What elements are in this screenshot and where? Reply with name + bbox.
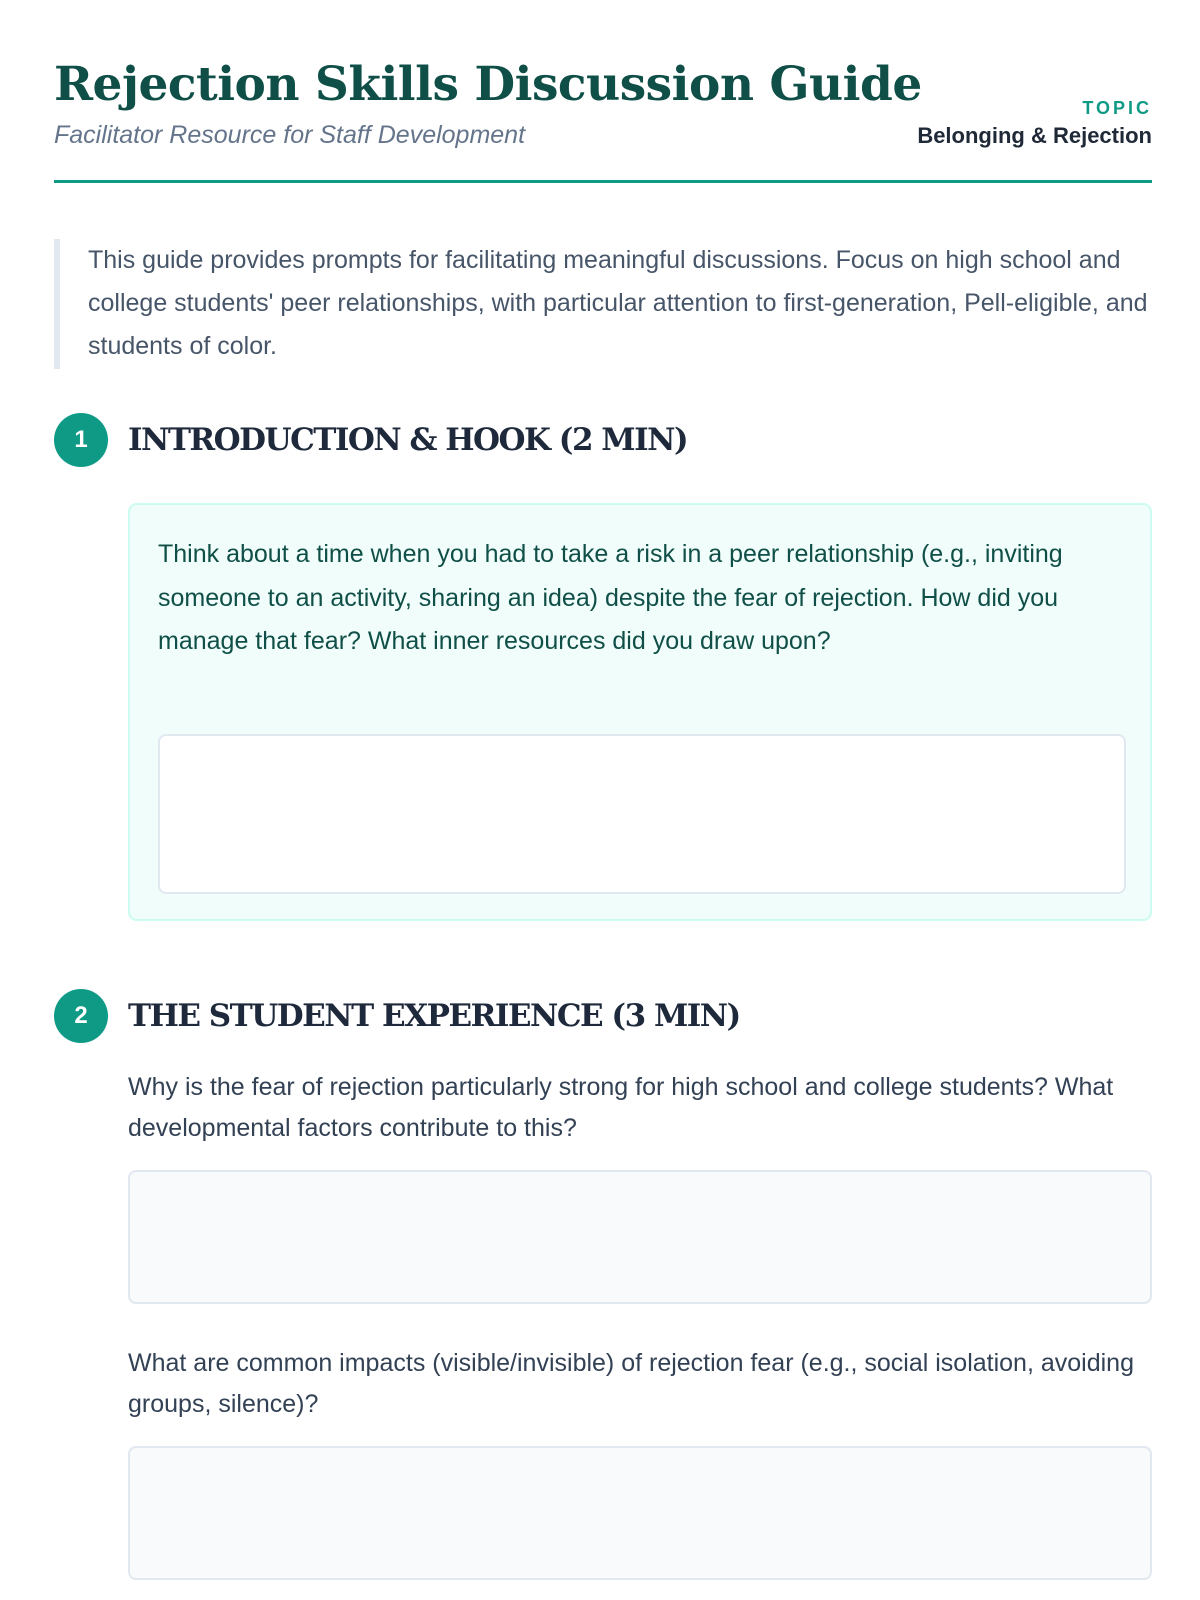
guide-header [54, 52, 1152, 184]
header-divider [54, 180, 1152, 183]
section-2-heading [54, 989, 1152, 1043]
section-1-number-badge: 1 [54, 413, 108, 467]
question-rejection-impacts: What are common impacts (visible/invisible) of rejection fear (e.g., social isolation, avoiding groups, silence)? [128, 1349, 1134, 1418]
intro-callout: This guide provides prompts for facilitating meaningful discussions. Focus on high school and college students' peer relationships, with particular attention to first-generation, Pell-eligible, and students of color. [54, 239, 1152, 369]
topic-value: Belonging & Rejection [917, 123, 1152, 148]
hook-response-field[interactable] [158, 734, 1126, 894]
section-1-title: INTRODUCTION & HOOK (2 MIN) [128, 422, 688, 458]
section-1-heading [54, 413, 1152, 467]
page-title: Rejection Skills Discussion Guide [54, 57, 922, 112]
page-subtitle: Facilitator Resource for Staff Development [54, 121, 526, 149]
discussion-guide-page [54, 0, 1152, 1600]
hook-prompt-text: Think about a time when you had to take a risk in a peer relationship (e.g., inviting someone to an activity, sharing an idea) despite the fear of rejection. How did you manage that fear? What inner resources did you draw upon? [158, 540, 1063, 655]
section-2-number-badge: 2 [54, 989, 108, 1043]
topic-label: TOPIC [1082, 98, 1152, 118]
hook-prompt-card [128, 503, 1152, 921]
section-2-title: THE STUDENT EXPERIENCE (3 MIN) [128, 998, 740, 1034]
response-field-rejection-impacts[interactable] [128, 1446, 1152, 1580]
question-developmental-factors: Why is the fear of rejection particularly strong for high school and college students? What developmental factors contribute to this? [128, 1073, 1114, 1142]
response-field-developmental-factors[interactable] [128, 1170, 1152, 1304]
